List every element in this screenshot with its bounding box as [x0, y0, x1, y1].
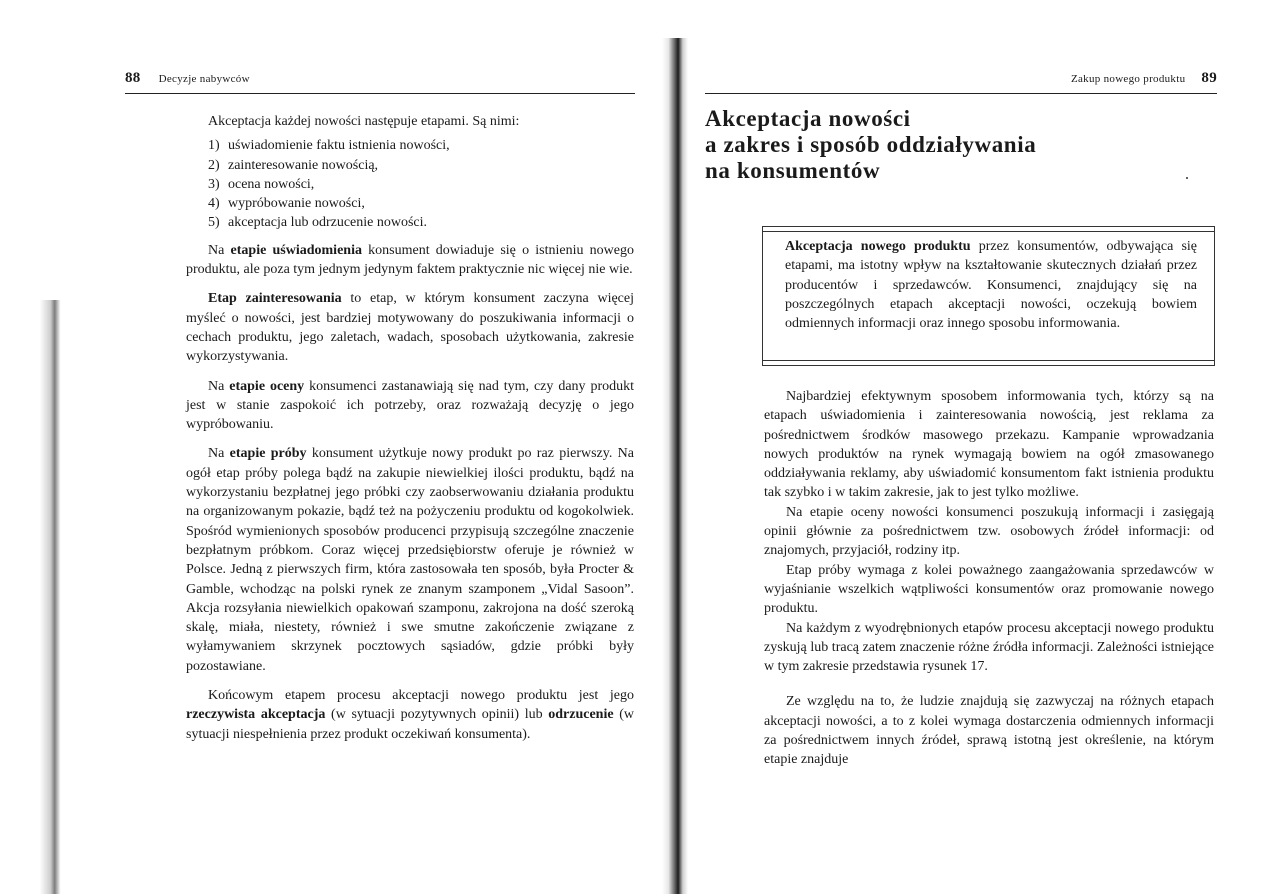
- left-body-text: [186, 112, 634, 754]
- paragraph: Najbardziej efektywnym sposobem informowania tych, którzy są na etapach uświadomienia i zainteresowania nowością, jest reklama za pośrednictwem środków masowego przekazu. Kampanie wprowadzania nowych produktów na rynek wymagają bowiem na ogół zmasowanego oddziaływania reklamy, aby uświadomić konsumentom fakt istnienia produktu tak szybko i w takim zakresie, jak to jest tylko możliwe.: [764, 389, 1214, 501]
- list-item: 5) akceptacja lub odrzucenie nowości.: [208, 215, 428, 231]
- paragraph: Na każdym z wyodrębnionych etapów procesu akceptacji nowego produktu zyskują lub tracą zatem znaczenie różne źródła informacji. Zależności istniejące w tym zakresie przedstawia rysunek 17.: [764, 620, 1214, 675]
- paragraph-awareness: Na etapie uświadomienia konsument dowiaduje się o istnieniu nowego produktu, ale poza tym jednym jedynym faktem praktycznie nic więcej nie wie.: [186, 242, 635, 278]
- paragraph-trial: Na etapie próby konsument użytkuje nowy produkt po raz pierwszy. Na ogół etap próby polega bądź na zakupie niewielkiej ilości produktu, bądź na wykorzystaniu bezpłatnej jego próbki czy zaobserwowaniu działania produktu na organizowanym pokazie, bądź też na pożyczeniu produktu od kogokolwiek. Spośród wymienionych sposobów producenci przypisują szczególne znaczenie bezpłatnym próbkom. Coraz więcej przedsiębiorstw oferuje je również w Polsce. Jedną z pierwszych firm, która zastosowała ten sposób, była Procter & Gamble, wchodząc na polski rynek ze znanym szamponem „Vidal Sasoon”. Akcja rozsyłania niewielkich opakowań szamponu, zakrojona na dość szeroką skalę, miała, niestety, również i swe smutne zakończenie związane z wyłamywaniem skrzynek pocztowych sąsiadów, gdzie próbki były pozostawiane.: [186, 446, 635, 674]
- right-body-text: [764, 387, 1214, 770]
- page-number: 89: [1201, 70, 1217, 86]
- list-item: 4) wypróbowanie nowości,: [208, 196, 365, 212]
- list-item: 2) zainteresowanie nowością,: [208, 157, 379, 173]
- list-item: 1) uświadomienie faktu istnienia nowości,: [208, 138, 450, 154]
- left-running-head: [125, 70, 250, 87]
- header-rule: [705, 93, 1217, 94]
- definition-text: Akceptacja nowego produktu przez konsumentów, odbywająca się etapami, ma istotny wpływ na kształtowanie skutecznych działań przez producentów i sprzedawców. Konsumenci, znajdujący się na poszczególnych etapach akceptacji nowości, oczekują bowiem odmiennych informacji oraz innego sposobu informowania.: [785, 239, 1197, 332]
- right-running-head: [1071, 70, 1217, 87]
- definition-box: [762, 226, 1215, 366]
- paragraph-interest: Etap zainteresowania to etap, w którym konsument zaczyna więcej myśleć o nowości, jest bardziej motywowany do poszukiwania informacji o cechach produktu, jego zaletach, wadach, sposobach użytkowania, zakresie wykorzystywania.: [186, 291, 634, 365]
- paragraph-closing: Ze względu na to, że ludzie znajdują się zazwyczaj na różnych etapach akceptacji nowości, a to z kolei wymaga dostarczenia odmiennych informacji za pośrednictwem innych źródeł, sprawą istotną jest określenie, na którym etapie znajduje: [764, 694, 1214, 768]
- paragraph: Na etapie oceny nowości konsumenci poszukują informacji i zasięgają opinii głównie za pośrednictwem tzw. osobowych źródeł informacji: od znajomych, przyjaciół, rodziny itp.: [764, 504, 1214, 559]
- chapter-title: Akceptacja nowości a zakres i sposób oddziaływania na konsumentów: [705, 106, 1037, 183]
- paragraph-final: Końcowym etapem procesu akceptacji nowego produktu jest jego rzeczywista akceptacja (w sytuacji pozytywnych opinii) lub odrzucenie (w sytuacji niespełnienia przez produkt oczekiwań konsumenta).: [186, 688, 635, 742]
- scan-speck: [1186, 177, 1188, 179]
- stages-intro: Akceptacja każdej nowości następuje etapami. Są nimi:: [208, 114, 520, 129]
- running-head-title: Decyzje nabywców: [158, 73, 250, 85]
- paragraph-evaluation: Na etapie oceny konsumenci zastanawiają się nad tym, czy dany produkt jest w stanie zaspokoić ich potrzeby, oraz rozważają decyzję o jego wypróbowaniu.: [186, 378, 635, 433]
- right-page: [684, 0, 1262, 894]
- header-rule: [125, 93, 635, 94]
- running-head-title: Zakup nowego produktu: [1070, 73, 1186, 85]
- paragraph: Etap próby wymaga z kolei poważnego zaangażowania sprzedawców w wyjaśnianie wszelkich wątpliwości konsumentów oraz promowanie nowego produktu.: [764, 562, 1214, 617]
- list-item: 3) ocena nowości,: [208, 176, 315, 192]
- stages-list: [186, 136, 634, 232]
- page-number: 88: [125, 70, 141, 86]
